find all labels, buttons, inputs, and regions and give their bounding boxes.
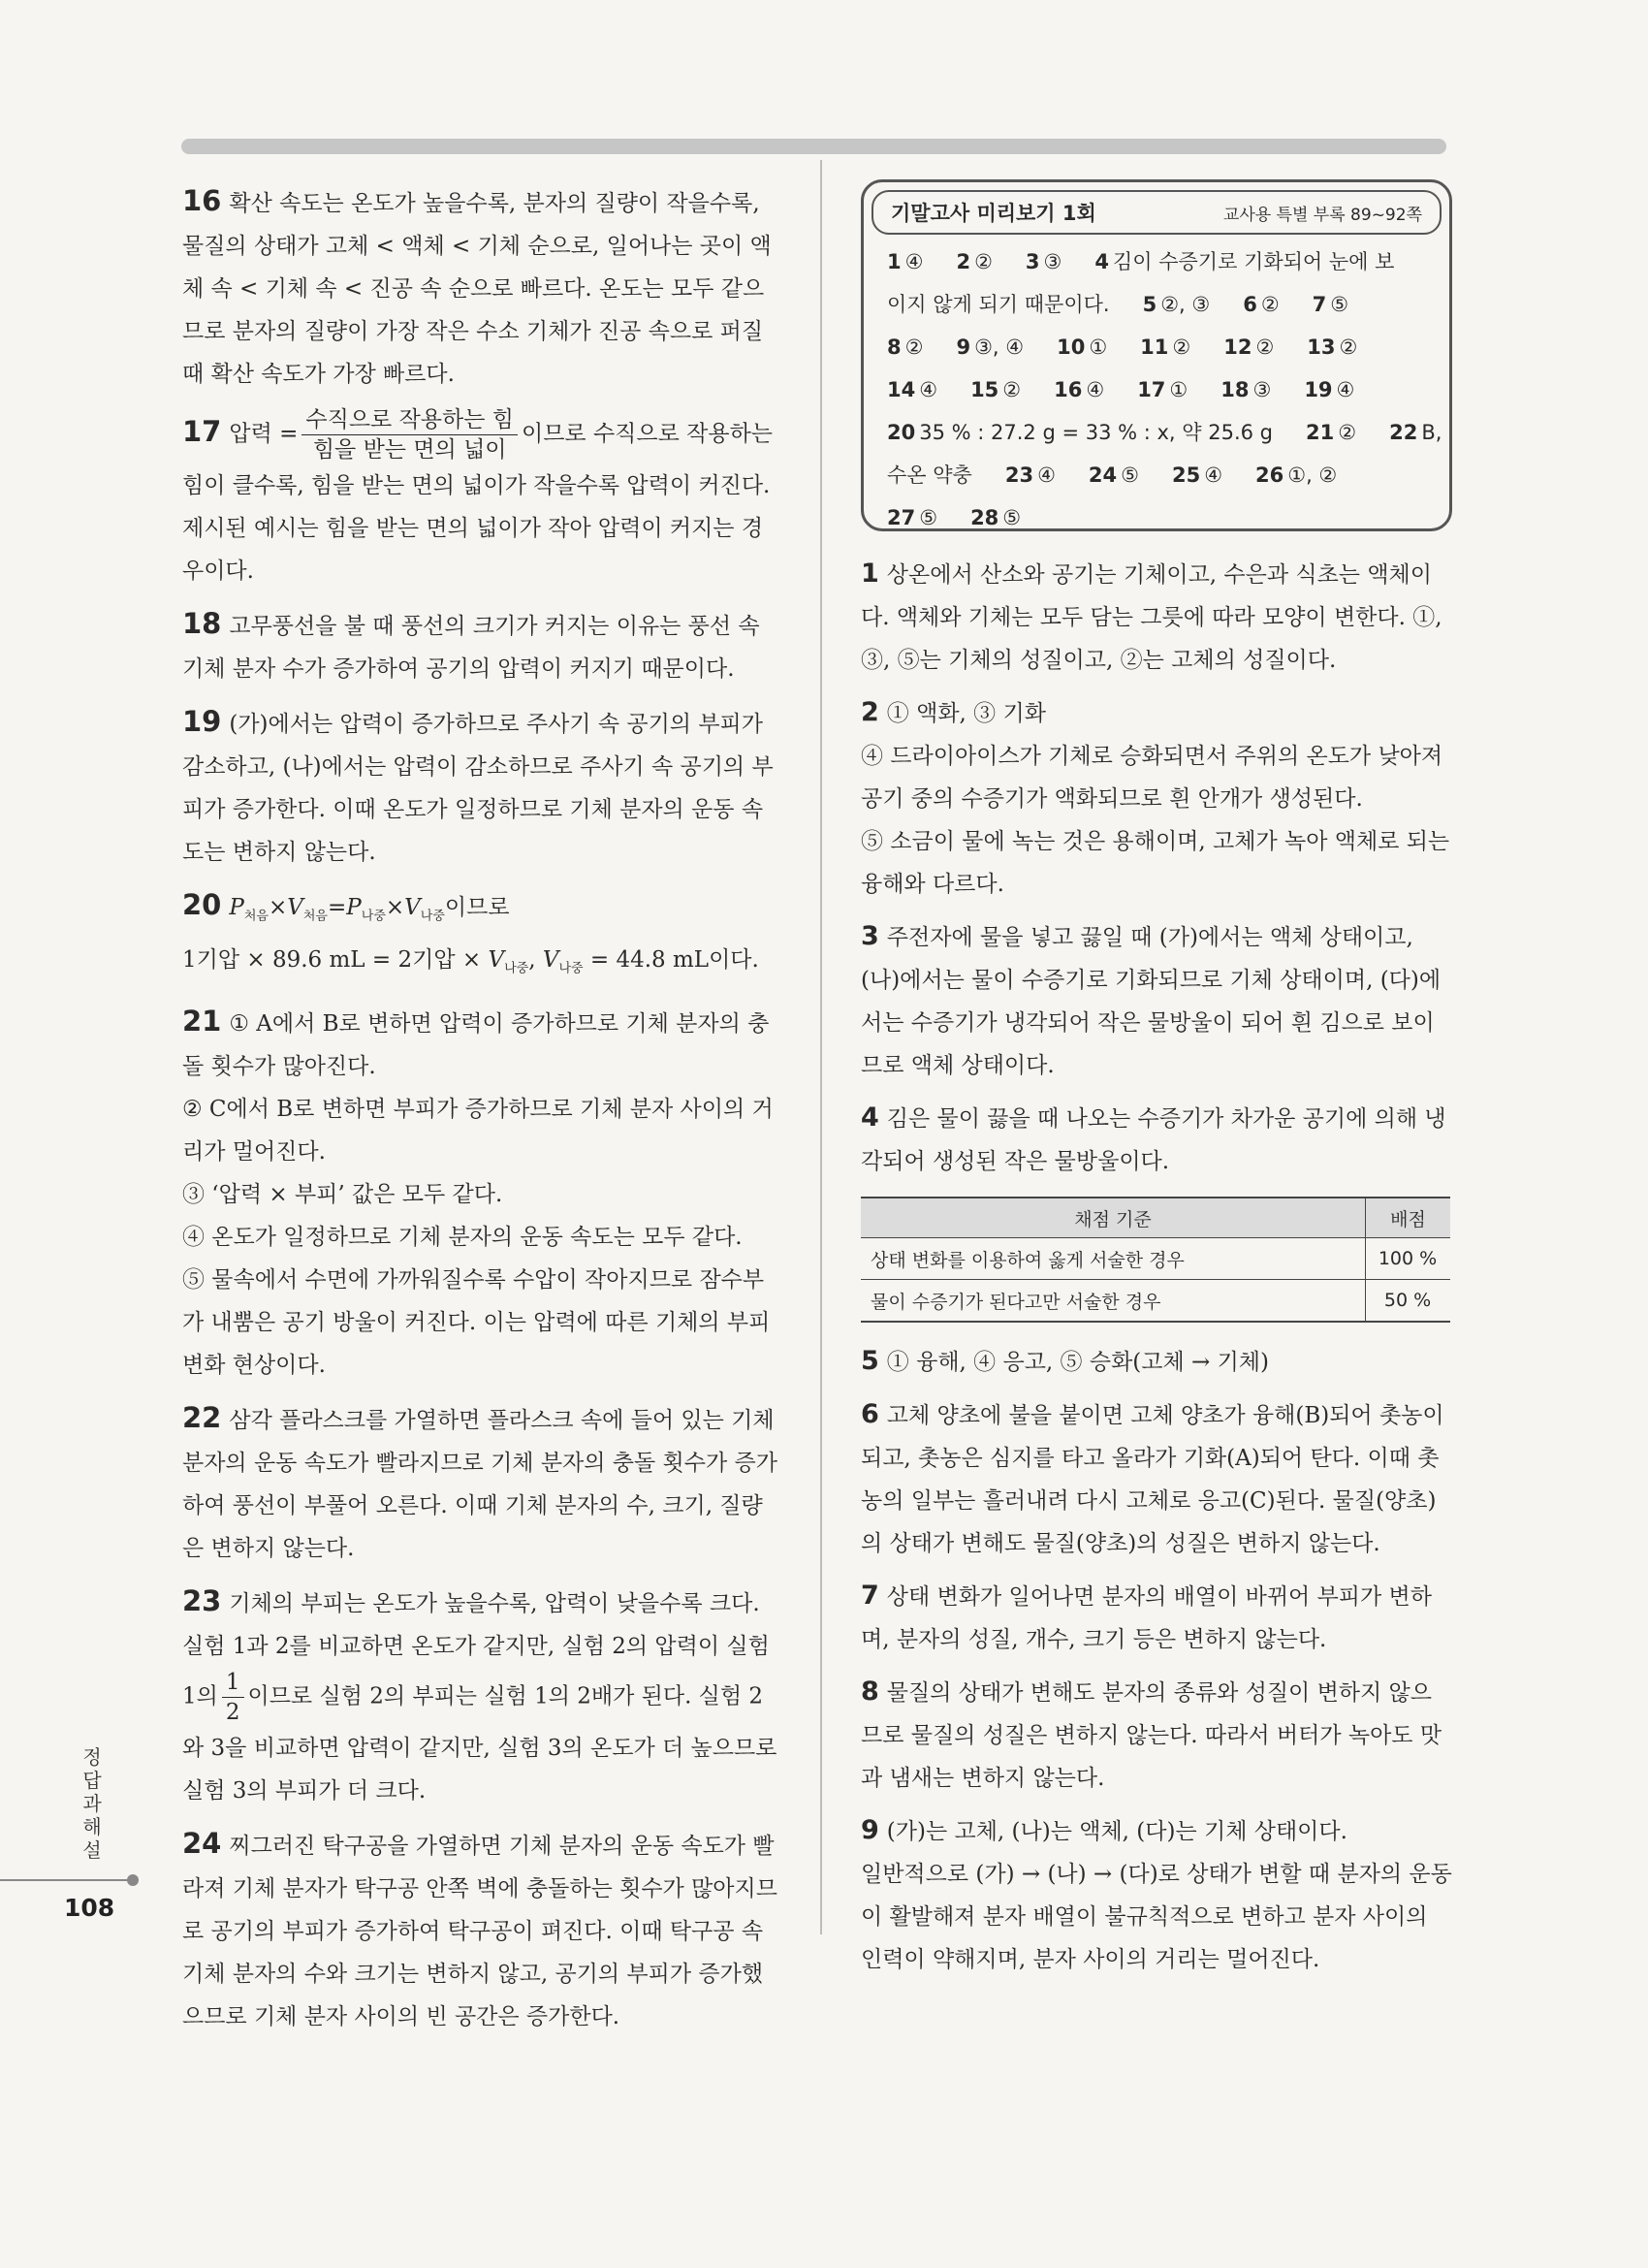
question-number: 6 <box>861 1399 879 1429</box>
answer-key-item <box>1057 326 1107 368</box>
explanation-text: 주전자에 물을 넣고 끓일 때 (가)에서는 액체 상태이고, (나)에서는 물이 수증기로 기화되므로 기체 상태이며, (다)에서는 수증기가 냉각되어 작은 물방울이 되어 흰 김으로 보이므로 액체 상태이다. <box>861 925 1442 1078</box>
choice-line: ① 액화, ③ 기화 <box>886 701 1046 726</box>
answer-key-value: ② <box>1339 335 1358 359</box>
fraction-denominator: 2 <box>225 1700 240 1726</box>
answer-key-item <box>887 496 937 539</box>
formula-text: 1기압 × 89.6 mL = 2기압 × <box>182 946 482 973</box>
answer-key-item <box>1005 454 1056 496</box>
answer-r8 <box>861 1671 1452 1800</box>
answer-key-item <box>1172 454 1222 496</box>
question-number: 4 <box>861 1102 879 1133</box>
table-cell: 100 % <box>1366 1238 1451 1280</box>
answer-key-value: ④ <box>1204 463 1223 487</box>
answer-key-box <box>861 179 1452 531</box>
answer-key-number: 9 <box>956 335 971 359</box>
formula-symbol: V <box>404 895 421 920</box>
answer-key-row <box>887 411 1442 454</box>
explanation-text: 이므로 수직으로 작용하는 힘이 클수록, 힘을 받는 면의 넓이가 작을수록 압력이 커진다. 제시된 예시는 힘을 받는 면의 넓이가 작아 압력이 커지는 경우이다. <box>182 421 774 584</box>
answer-key-item <box>1137 368 1188 411</box>
table-row <box>861 1238 1450 1280</box>
table-cell: 상태 변화를 이용하여 옳게 서술한 경우 <box>861 1238 1366 1280</box>
answer-key-value: 수온 약충 <box>887 463 972 487</box>
explanation-text: 삼각 플라스크를 가열하면 플라스크 속에 들어 있는 기체 분자의 운동 속도가 빨라지므로 기체 분자의 충돌 횟수가 증가하여 풍선이 부풀어 오른다. 이때 기체 분자의 수, 크기, 질량은 변하지 않는다. <box>182 1408 777 1562</box>
answer-key-value: ⑤ <box>919 506 938 529</box>
answer-key-item <box>970 496 1021 539</box>
answer-key-item <box>1304 368 1354 411</box>
explanation-text: (가)에서는 압력이 증가하므로 주사기 속 공기의 부피가 감소하고, (나)에서는 압력이 감소하므로 주사기 속 공기의 부피가 증가한다. 이때 온도가 일정하므로 기체 분자의 운동 속도는 변하지 않는다. <box>182 712 774 865</box>
answer-21 <box>182 1000 778 1387</box>
formula-subscript: 처음 <box>302 909 328 924</box>
answer-22 <box>182 1396 778 1570</box>
answer-r9 <box>861 1809 1452 1981</box>
answer-17 <box>182 405 778 592</box>
answer-key-item <box>956 326 1024 368</box>
answer-key-value: B, <box>1421 421 1442 444</box>
formula-subscript: 나중 <box>420 909 445 924</box>
answer-key-number: 15 <box>970 378 999 401</box>
side-rule <box>0 1879 132 1881</box>
answer-key-number: 12 <box>1223 335 1252 359</box>
explanation-text: 고무풍선을 불 때 풍선의 크기가 커지는 이유는 풍선 속 기체 분자 수가 증가하여 공기의 압력이 커지기 때문이다. <box>182 614 760 682</box>
formula-text: = 44.8 mL이다. <box>589 946 759 973</box>
answer-key-item <box>970 368 1021 411</box>
answer-r4 <box>861 1097 1452 1183</box>
answer-key-row <box>887 240 1432 283</box>
answer-key-number: 23 <box>1004 463 1034 487</box>
explanation-text: 이므로 실험 2의 부피는 실험 1의 2배가 된다. 실험 2와 3을 비교하면 압력이 같지만, 실험 3의 온도가 더 높으므로 실험 3의 부피가 더 크다. <box>182 1683 777 1805</box>
answer-key-number: 5 <box>1142 293 1157 316</box>
formula-text: , <box>528 946 543 973</box>
answer-key-reference: 교사용 특별 부록 89~92쪽 <box>1222 205 1422 225</box>
question-number: 1 <box>861 559 879 589</box>
answer-key-value: ①, ② <box>1287 463 1338 487</box>
answer-key-item <box>1306 411 1356 454</box>
answer-key-item <box>1243 283 1279 326</box>
answer-key-value: ④ <box>1336 378 1355 401</box>
answer-key-value: ① <box>1089 335 1108 359</box>
answer-key-value: ④ <box>919 378 938 401</box>
left-column <box>182 179 778 2048</box>
question-number: 9 <box>861 1815 879 1845</box>
answer-key-row <box>887 368 1432 411</box>
table-row <box>861 1280 1450 1323</box>
answer-key-value: ②, ③ <box>1160 293 1211 316</box>
answer-key-number: 2 <box>956 250 971 273</box>
section-side-label: 정답과 해설 <box>82 1745 102 1862</box>
answer-key-item <box>1143 283 1211 326</box>
answer-key-number: 26 <box>1255 463 1284 487</box>
answer-key-number: 10 <box>1057 335 1086 359</box>
formula-symbol: P <box>229 895 244 920</box>
explanation-text: 기체의 부피는 온도가 높을수록, 압력이 낮을수록 크다. 실험 1과 2를 비교하면 온도가 같지만, 실험 2의 압력이 실험 1의 <box>182 1591 770 1709</box>
answer-key-value: ② <box>1255 335 1275 359</box>
formula-symbol: P <box>346 895 362 920</box>
question-number: 20 <box>182 888 222 921</box>
formula-subscript: 나중 <box>558 961 584 976</box>
formula-symbol: V <box>287 895 303 920</box>
answer-key-item <box>887 411 1273 454</box>
answer-key-number: 19 <box>1304 378 1333 401</box>
answer-16 <box>182 179 778 396</box>
answer-key-title: 기말고사 미리보기 1회 <box>891 202 1096 225</box>
answer-key-row <box>887 326 1432 368</box>
formula-symbol: V <box>542 946 559 973</box>
fraction-numerator: 1 <box>222 1668 244 1698</box>
answer-24 <box>182 1822 778 2038</box>
explanation-text: 고체 양초에 불을 붙이면 고체 양초가 융해(B)되어 촛농이 되고, 촛농은 심지를 타고 올라가 기화(A)되어 탄다. 이때 촛농의 일부는 흘러내려 다시 고체로 응고(C)된다. 물질(양초)의 상태가 변해도 물질(양초)의 성질은 변하지 않는다. <box>861 1403 1444 1556</box>
question-number: 17 <box>182 414 222 448</box>
answer-key-item <box>1054 368 1104 411</box>
answer-key-item <box>956 240 992 283</box>
answer-r1 <box>861 553 1452 682</box>
question-number: 18 <box>182 607 222 640</box>
explanation-text: 상태 변화가 일어나면 분자의 배열이 바뀌어 부피가 변하며, 분자의 성질, 개수, 크기 등은 변하지 않는다. <box>861 1584 1432 1652</box>
answer-key-number: 3 <box>1025 250 1040 273</box>
answer-key-value: ⑤ <box>1002 506 1022 529</box>
answer-key-value: 김이 수증기로 기화되어 눈에 보 <box>1112 250 1395 273</box>
table-header-row <box>861 1198 1450 1238</box>
explanation-text: (가)는 고체, (나)는 액체, (다)는 기체 상태이다. <box>886 1819 1347 1844</box>
question-number: 3 <box>861 921 879 951</box>
answer-key-number: 13 <box>1307 335 1336 359</box>
table-cell: 50 % <box>1366 1280 1451 1323</box>
answer-key-number: 8 <box>887 335 902 359</box>
answer-key-item <box>1026 240 1062 283</box>
answer-key-value: 35 % : 27.2 g = 33 % : x, 약 25.6 g <box>919 421 1274 444</box>
answer-23 <box>182 1580 778 1812</box>
page-number: 108 <box>64 1894 115 1922</box>
formula-operator: = <box>328 895 347 920</box>
answer-key-number: 20 <box>887 421 916 444</box>
answer-key-item <box>1140 326 1190 368</box>
question-number: 16 <box>182 184 222 217</box>
answer-key-number: 27 <box>887 506 916 529</box>
answer-key-value: ⑤ <box>1330 293 1349 316</box>
answer-20 <box>182 883 778 990</box>
formula-subscript: 처음 <box>243 909 269 924</box>
answer-19 <box>182 700 778 874</box>
answer-key-header <box>872 190 1442 235</box>
answer-key-item <box>1255 454 1337 496</box>
right-column <box>861 179 1452 1991</box>
answer-key-number: 14 <box>887 378 916 401</box>
answer-key-item <box>1094 240 1394 283</box>
question-number: 5 <box>861 1346 879 1376</box>
answer-key-item <box>1389 411 1442 454</box>
formula-operator: × <box>385 895 405 920</box>
answer-key-number: 7 <box>1312 293 1327 316</box>
answer-key-item <box>1220 368 1271 411</box>
table-cell: 물이 수증기가 된다고만 서술한 경우 <box>861 1280 1366 1323</box>
answer-key-value: 이지 않게 되기 때문이다. <box>887 293 1110 316</box>
answer-key-number: 24 <box>1088 463 1118 487</box>
explanation-text: 물질의 상태가 변해도 분자의 종류와 성질이 변하지 않으므로 물질의 성질은 변하지 않는다. 따라서 버터가 녹아도 맛과 냄새는 변하지 않는다. <box>861 1680 1442 1791</box>
pressure-fraction <box>301 405 518 464</box>
choice-line: ② C에서 B로 변하면 부피가 증가하므로 기체 분자 사이의 거리가 멀어진다. <box>182 1097 774 1166</box>
answer-key-item <box>887 240 923 283</box>
question-number: 8 <box>861 1677 879 1707</box>
answer-key-row <box>887 496 1432 539</box>
choice-line: ⑤ 물속에서 수면에 가까워질수록 수압이 작아지므로 잠수부가 내뿜은 공기 방울이 커진다. 이는 압력에 따른 기체의 부피 변화 현상이다. <box>182 1267 771 1379</box>
explanation-text: 찌그러진 탁구공을 가열하면 기체 분자의 운동 속도가 빨라져 기체 분자가 탁구공 안쪽 벽에 충돌하는 횟수가 많아지므로 공기의 부피가 증가하여 탁구공이 펴진다. 이때 탁구공 속 기체 분자의 수와 크기는 변하지 않고, 공기의 부피가 증가했으므로 기체 분자 사이의 빈 공간은 증가한다. <box>182 1834 777 2030</box>
answer-key-row <box>887 283 1432 326</box>
explanation-text: 이므로 <box>444 895 510 920</box>
answer-key-number: 21 <box>1306 421 1335 444</box>
answer-key-value: ② <box>1002 378 1022 401</box>
answer-r2 <box>861 691 1452 906</box>
answer-key-item <box>1223 326 1274 368</box>
answer-key-item <box>1307 326 1357 368</box>
scoring-table <box>861 1197 1450 1323</box>
answer-key-number: 22 <box>1389 421 1418 444</box>
answer-key-value: ② <box>1338 421 1357 444</box>
explanation-text: ① 융해, ④ 응고, ⑤ 승화(고체 → 기체) <box>886 1350 1269 1375</box>
answer-key-value: ② <box>904 335 924 359</box>
answer-key-value: ⑤ <box>1121 463 1139 487</box>
question-number: 22 <box>182 1401 222 1435</box>
answer-key-value: ④ <box>1086 378 1105 401</box>
formula-subscript: 나중 <box>504 961 529 976</box>
question-number: 7 <box>861 1581 879 1611</box>
column-header: 채점 기준 <box>861 1198 1366 1238</box>
answer-r5 <box>861 1340 1452 1384</box>
answer-key-grid <box>887 240 1442 539</box>
answer-18 <box>182 602 778 690</box>
column-divider <box>820 160 822 1934</box>
question-number: 2 <box>861 697 879 727</box>
choice-line: ③ ‘압력 × 부피’ 값은 모두 같다. <box>182 1182 503 1208</box>
question-number: 23 <box>182 1584 222 1618</box>
explanation-text: 확산 속도는 온도가 높을수록, 분자의 질량이 작을수록, 물질의 상태가 고체 < 액체 < 기체 순으로, 일어나는 곳이 액체 속 < 기체 속 < 진공 속 순으로 빠르다. 온도는 모두 같으므로 분자의 질량이 가장 작은 수소 기체가 진공 속으로 퍼질 때 확산 속도가 가장 빠르다. <box>182 191 772 387</box>
answer-key-number: 16 <box>1054 378 1083 401</box>
formula-symbol: V <box>488 946 505 973</box>
formula-operator: × <box>268 895 288 920</box>
answer-key-item <box>1089 454 1139 496</box>
answer-key-row <box>887 454 1432 496</box>
answer-key-value: ① <box>1169 378 1188 401</box>
question-number: 24 <box>182 1827 222 1861</box>
answer-r7 <box>861 1575 1452 1661</box>
fraction-numerator: 수직으로 작용하는 힘 <box>301 405 518 435</box>
answer-key-value: ② <box>1172 335 1191 359</box>
answer-key-item <box>1313 283 1348 326</box>
formula-lead: 압력 = <box>229 421 299 447</box>
answer-key-value: ② <box>974 250 993 273</box>
answer-key-value: ③, ④ <box>974 335 1025 359</box>
answer-key-item <box>887 283 1110 326</box>
answer-r3 <box>861 915 1452 1087</box>
answer-key-number: 4 <box>1094 250 1109 273</box>
explanation-text: 김은 물이 끓을 때 나오는 수증기가 차가운 공기에 의해 냉각되어 생성된 작은 물방울이다. <box>861 1106 1446 1174</box>
answer-key-item <box>887 326 923 368</box>
choice-line: ⑤ 소금이 물에 녹는 것은 용해이며, 고체가 녹아 액체로 되는 융해와 다르다. <box>861 829 1450 897</box>
header-bar <box>181 139 1446 154</box>
answer-key-value: ④ <box>904 250 924 273</box>
answer-r6 <box>861 1393 1452 1565</box>
answer-key-number: 11 <box>1140 335 1169 359</box>
column-header: 배점 <box>1366 1198 1451 1238</box>
answer-key-number: 18 <box>1220 378 1250 401</box>
question-number: 21 <box>182 1005 222 1038</box>
choice-line: ① A에서 B로 변하면 압력이 증가하므로 기체 분자의 충돌 횟수가 많아진다. <box>182 1011 770 1080</box>
explanation-text: 상온에서 산소와 공기는 기체이고, 수은과 식초는 액체이다. 액체와 기체는 모두 담는 그릇에 따라 모양이 변한다. ①, ③, ⑤는 기체의 성질이고, ②는 고체의 성질이다. <box>861 562 1442 673</box>
fraction-denominator: 힘을 받는 면의 넓이 <box>312 437 507 463</box>
answer-key-value: ④ <box>1037 463 1056 487</box>
question-number: 19 <box>182 705 222 738</box>
answer-key-number: 1 <box>887 250 902 273</box>
half-fraction <box>222 1668 244 1727</box>
answer-key-number: 6 <box>1243 293 1257 316</box>
answer-key-value: ③ <box>1043 250 1062 273</box>
answer-key-number: 28 <box>970 506 999 529</box>
answer-key-value: ② <box>1260 293 1280 316</box>
explanation-text: 일반적으로 (가) → (나) → (다)로 상태가 변할 때 분자의 운동이 활발해져 분자 배열이 불규칙적으로 변하고 분자 사이의 인력이 약해지며, 분자 사이의 거리는 멀어진다. <box>861 1862 1452 1972</box>
answer-key-number: 25 <box>1171 463 1201 487</box>
side-dot <box>127 1874 139 1886</box>
choice-line: ④ 온도가 일정하므로 기체 분자의 운동 속도는 모두 같다. <box>182 1225 743 1251</box>
answer-key-item <box>887 454 972 496</box>
answer-key-number: 17 <box>1137 378 1166 401</box>
answer-key-value: ③ <box>1252 378 1272 401</box>
choice-line: ④ 드라이아이스가 기체로 승화되면서 주위의 온도가 낮아져 공기 중의 수증기가 액화되므로 흰 안개가 생성된다. <box>861 744 1443 812</box>
answer-key-item <box>887 368 937 411</box>
formula-subscript: 나중 <box>361 909 386 924</box>
